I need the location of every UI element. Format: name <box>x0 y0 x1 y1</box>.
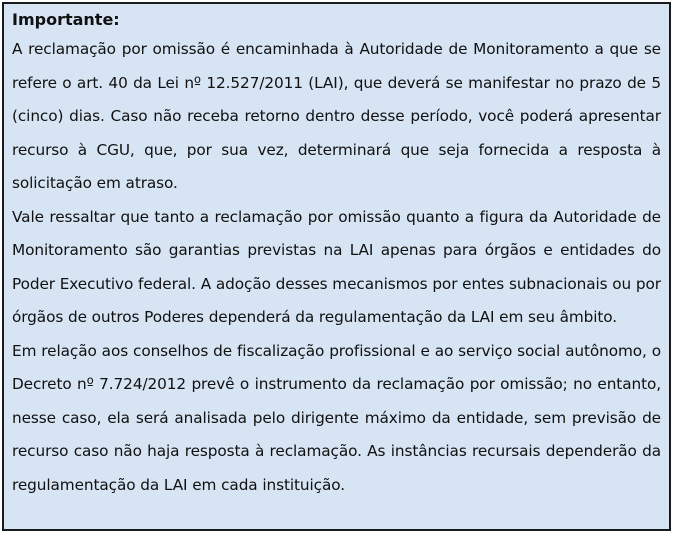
note-paragraph-federal-scope: Vale ressaltar que tanto a reclamação por omissão quanto a figura da Autoridade de Monitoramento são garantias previstas na LAI apenas para órgãos e entidades do Poder Executivo federal. A adoção desses mecanismos por entes subnacionais ou por órgãos de outros Poderes dependerá da regulamentação da LAI em seu âmbito. <box>12 207 661 326</box>
note-paragraph-omission-complaint: A reclamação por omissão é encaminhada à Autoridade de Monitoramento a que se refere o art. 40 da Lei nº 12.527/2011 (LAI), que deverá se manifestar no prazo de 5 (cinco) dias. Caso não receba retorno dentro desse período, você poderá apresentar recurso à CGU, que, por sua vez, determinará que seja fornecida a resposta à solicitação em atraso. <box>12 40 661 192</box>
important-note-box <box>2 2 671 531</box>
note-paragraph-professional-councils: Em relação aos conselhos de fiscalização profissional e ao serviço social autônomo, o Decreto nº 7.724/2012 prevê o instrumento da reclamação por omissão; no entanto, nesse caso, ela será analisada pelo dirigente máximo da entidade, sem previsão de recurso caso não haja resposta à reclamação. As instâncias recursais dependerão da regulamentação da LAI em cada instituição. <box>12 341 661 494</box>
note-title: Importante: <box>12 10 120 29</box>
